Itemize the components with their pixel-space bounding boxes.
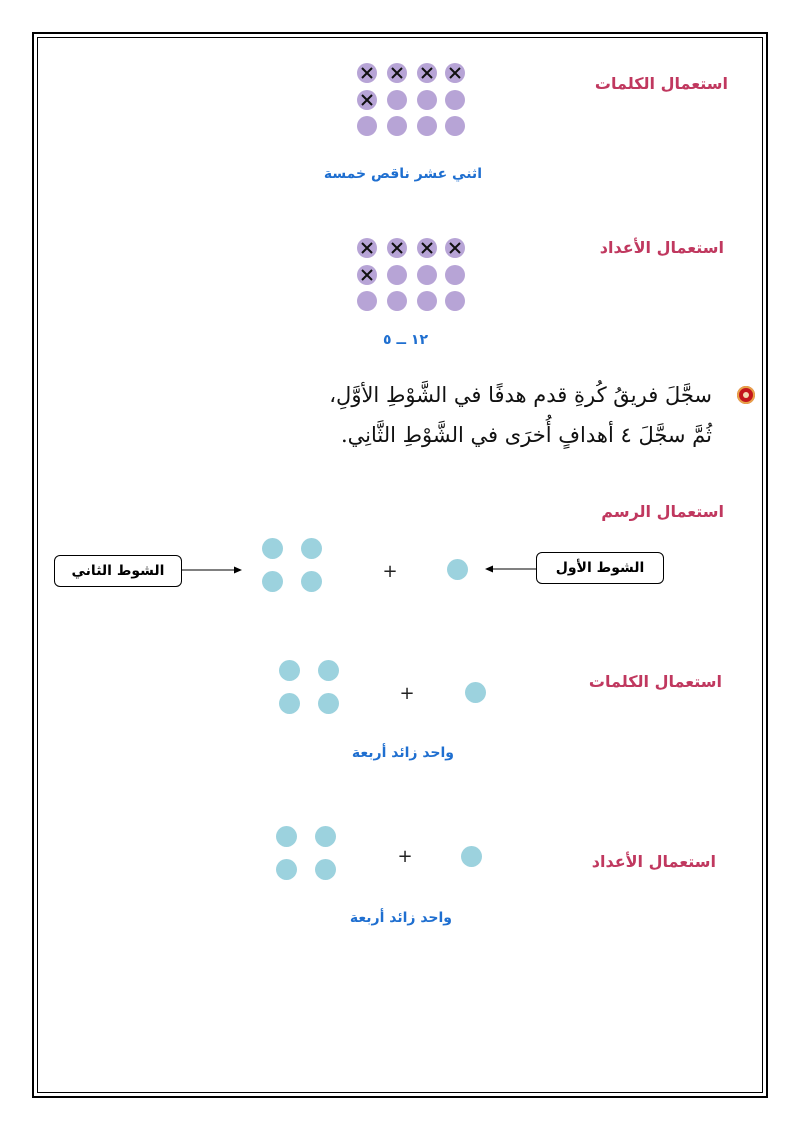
goal-dot	[262, 538, 283, 559]
problem-line-2: ثُمَّ سجَّلَ ٤ أهدافٍ أُخرَى في الشَّوْطِ الثَّانِي.	[340, 423, 712, 447]
section-heading-words-2: استعمال الكلمات	[588, 672, 722, 691]
goal-dot-single	[465, 682, 486, 703]
label-box-first-half: الشوط الأول	[536, 552, 664, 584]
goal-dot	[279, 660, 300, 681]
goal-dot	[262, 571, 283, 592]
plus-sign: +	[399, 683, 415, 704]
goal-dot	[315, 826, 336, 847]
goal-dot	[276, 826, 297, 847]
section-heading-drawing: استعمال الرسم	[601, 502, 724, 521]
goal-dot-single	[447, 559, 468, 580]
goal-dot	[279, 693, 300, 714]
goal-dot	[318, 660, 339, 681]
plus-sign: +	[397, 846, 413, 867]
section-heading-numbers-1: استعمال الأعداد	[599, 238, 724, 257]
goal-dot	[301, 538, 322, 559]
goal-dot	[315, 859, 336, 880]
caption-words-2: واحد زائد أربعة	[351, 745, 454, 761]
label-box-second-half: الشوط الثاني	[54, 555, 182, 587]
caption-numbers-1: ١٢ ــ ٥	[383, 332, 428, 348]
section-heading-words-1: استعمال الكلمات	[594, 74, 728, 93]
section-heading-numbers-2: استعمال الأعداد	[591, 852, 716, 871]
goal-dot	[301, 571, 322, 592]
goal-dot	[318, 693, 339, 714]
plus-sign: +	[382, 561, 398, 582]
caption-numbers-2: واحد زائد أربعة	[349, 910, 452, 926]
goal-dot	[276, 859, 297, 880]
goal-dot-single	[461, 846, 482, 867]
problem-line-1: سجَّلَ فريقُ كُرةِ قدم هدفًا في الشَّوْطِ الأوَّلِ،	[329, 383, 712, 407]
caption-words-1: اثني عشر ناقص خمسة	[323, 166, 482, 182]
